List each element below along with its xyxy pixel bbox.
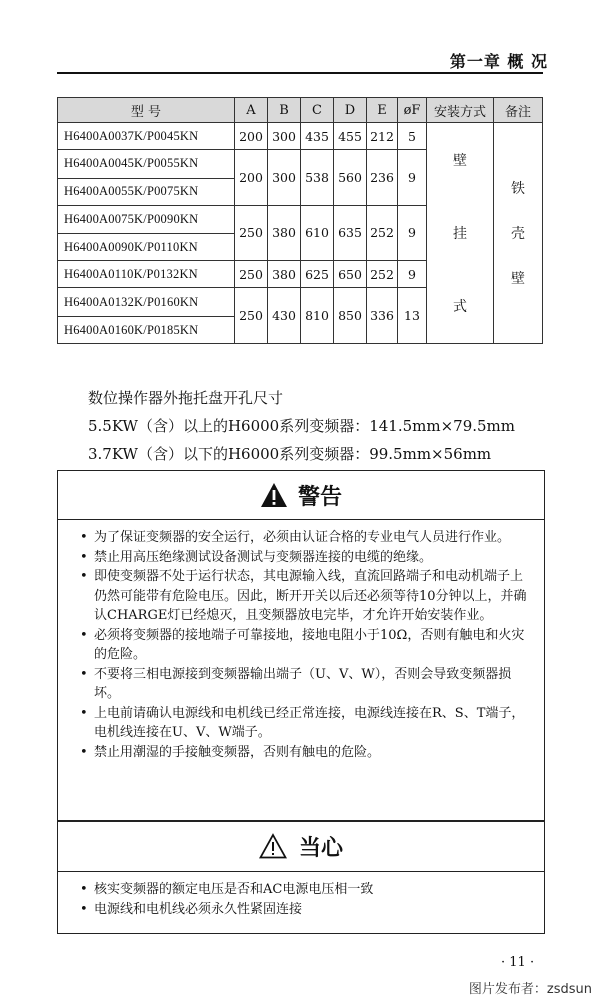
model-cell: H6400A0075K/P0090KN <box>58 205 235 234</box>
dim-c: 538 <box>301 150 334 206</box>
keypad-cutout-notes <box>88 384 515 468</box>
remark-char: 铁 <box>511 181 525 197</box>
dim-d: 650 <box>334 261 367 288</box>
dim-f: 9 <box>398 261 427 288</box>
page-header <box>0 0 600 70</box>
model-cell: H6400A0132K/P0160KN <box>58 288 235 317</box>
dim-b: 380 <box>268 205 301 261</box>
chapter-title: 第一章 概 况 <box>449 52 548 71</box>
dim-e: 252 <box>367 261 398 288</box>
dim-a: 200 <box>235 150 268 206</box>
model-cell: H6400A0160K/P0185KN <box>58 317 235 344</box>
list-item: • 为了保证变频器的安全运行，必须由认证合格的专业电气人员进行作业。 <box>80 528 528 548</box>
caution-box <box>57 820 545 934</box>
warning-box <box>57 470 545 822</box>
col-header-b: B <box>268 98 301 123</box>
warning-header <box>58 471 544 520</box>
dim-a: 250 <box>235 261 268 288</box>
remark-char: 壁 <box>511 271 525 287</box>
col-header-f: øF <box>398 98 427 123</box>
dim-a: 250 <box>235 288 268 344</box>
note-heading: 数位操作器外拖托盘开孔尺寸 <box>88 389 284 407</box>
mount-type-cell <box>427 123 494 344</box>
dim-c: 625 <box>301 261 334 288</box>
dim-f: 13 <box>398 288 427 344</box>
dim-d: 635 <box>334 205 367 261</box>
dim-e: 212 <box>367 123 398 150</box>
warning-triangle-icon <box>260 482 288 508</box>
list-item: • 即使变频器不处于运行状态，其电源输入线，直流回路端子和电动机端子上仍然可能带有危险电压。因此，断开开关以后还必须等待10分钟以上，并确认CHARGE灯已经熄灭，且变频器放电完毕，才允许开始安装作业。 <box>80 567 528 626</box>
caution-title: 当心 <box>298 834 343 861</box>
dim-a: 200 <box>235 123 268 150</box>
list-item: • 电源线和电机线必须永久性紧固连接 <box>80 900 528 920</box>
list-item: • 必须将变频器的接地端子可靠接地，接地电阻小于10Ω，否则有触电和火灾的危险。 <box>80 626 528 665</box>
dim-f: 9 <box>398 150 427 206</box>
list-item: • 核实变频器的额定电压是否和AC电源电压相一致 <box>80 880 528 900</box>
dim-c: 610 <box>301 205 334 261</box>
dim-b: 430 <box>268 288 301 344</box>
col-header-model: 型 号 <box>58 98 235 123</box>
remark-cell <box>494 123 543 344</box>
dim-b: 300 <box>268 123 301 150</box>
mount-char: 式 <box>453 299 467 316</box>
dim-c: 810 <box>301 288 334 344</box>
warning-list <box>58 528 544 762</box>
table-row <box>58 123 543 150</box>
list-item: • 禁止用潮湿的手接触变频器，否则有触电的危险。 <box>80 743 528 763</box>
dim-d: 455 <box>334 123 367 150</box>
col-header-remark: 备注 <box>494 98 543 123</box>
col-header-a: A <box>235 98 268 123</box>
model-cell: H6400A0037K/P0045KN <box>58 123 235 150</box>
dim-e: 252 <box>367 205 398 261</box>
dim-e: 336 <box>367 288 398 344</box>
col-header-c: C <box>301 98 334 123</box>
model-cell: H6400A0090K/P0110KN <box>58 234 235 261</box>
caution-triangle-icon <box>259 833 287 859</box>
caution-header <box>58 821 544 872</box>
dim-d: 560 <box>334 150 367 206</box>
header-rule <box>57 72 543 74</box>
remark-char: 壳 <box>511 226 525 242</box>
model-dimension-table <box>57 97 543 344</box>
publisher-credit: 图片发布者：zsdsun <box>468 982 592 997</box>
dim-b: 300 <box>268 150 301 206</box>
model-cell: H6400A0055K/P0075KN <box>58 178 235 205</box>
note-line: 5.5KW（含）以上的H6000系列变频器：141.5mm×79.5mm <box>88 417 516 435</box>
col-header-d: D <box>334 98 367 123</box>
model-cell: H6400A0045K/P0055KN <box>58 150 235 179</box>
list-item: • 禁止用高压绝缘测试设备测试与变频器连接的电缆的绝缘。 <box>80 548 528 568</box>
dim-e: 236 <box>367 150 398 206</box>
list-item: • 不要将三相电源接到变频器输出端子（U、V、W），否则会导致变频器损坏。 <box>80 665 528 704</box>
col-header-mount: 安装方式 <box>427 98 494 123</box>
mount-char: 挂 <box>453 225 467 242</box>
page-number: · 11 · <box>501 955 535 970</box>
model-cell: H6400A0110K/P0132KN <box>58 261 235 288</box>
col-header-e: E <box>367 98 398 123</box>
caution-list <box>58 880 544 919</box>
warning-title: 警告 <box>297 483 342 510</box>
dim-a: 250 <box>235 205 268 261</box>
dim-b: 380 <box>268 261 301 288</box>
dim-c: 435 <box>301 123 334 150</box>
dim-f: 5 <box>398 123 427 150</box>
list-item: • 上电前请确认电源线和电机线已经正常连接，电源线连接在R、S、T端子，电机线连接在U、V、W端子。 <box>80 704 528 743</box>
note-line: 3.7KW（含）以下的H6000系列变频器：99.5mm×56mm <box>88 445 492 463</box>
table-header-row <box>58 98 543 123</box>
dim-d: 850 <box>334 288 367 344</box>
mount-char: 壁 <box>453 152 467 169</box>
dim-f: 9 <box>398 205 427 261</box>
